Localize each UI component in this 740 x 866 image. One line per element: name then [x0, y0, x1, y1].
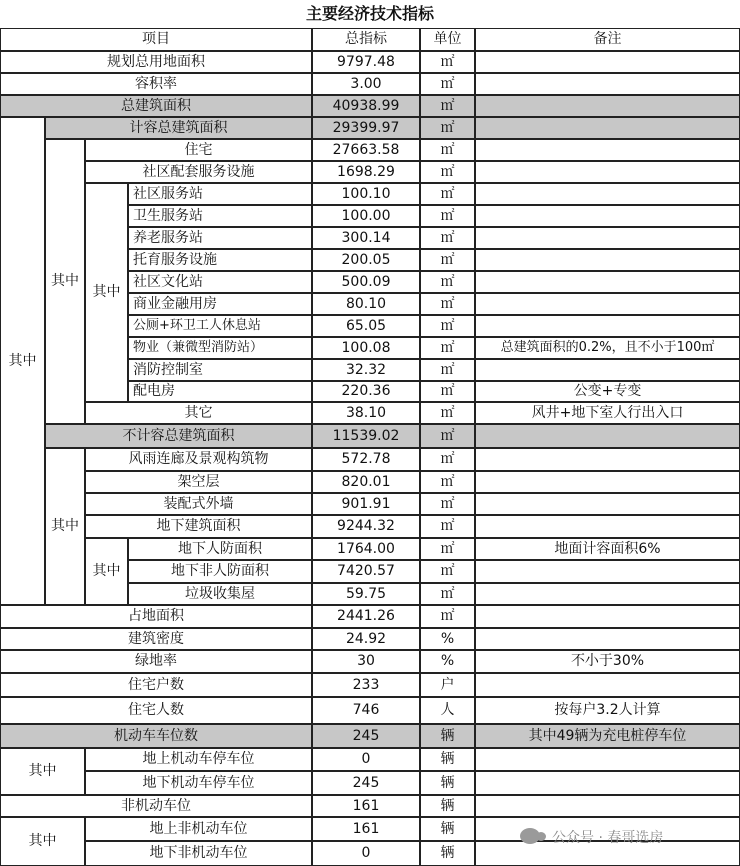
row-above-motor-unit: 辆: [420, 748, 475, 771]
row-service-station-item: 社区服务站: [128, 183, 312, 205]
row-community-fac-note: [475, 161, 740, 183]
row-residential-unit: ㎡: [420, 139, 475, 161]
header-item: 项目: [0, 28, 312, 51]
row-green-item: 绿地率: [0, 650, 312, 673]
row-below-motor-total: 245: [312, 771, 420, 795]
group-label-qizhong-far: 其中: [45, 139, 85, 424]
row-motor-parking-item: 机动车车位数: [0, 724, 312, 748]
row-underground-total: 9244.32: [312, 515, 420, 538]
row-underground-item: 地下建筑面积: [85, 515, 312, 538]
row-service-station-note: [475, 183, 740, 205]
row-others-total: 38.10: [312, 402, 420, 424]
row-community-fac-total: 1698.29: [312, 161, 420, 183]
row-total-build-unit: ㎡: [420, 95, 475, 117]
row-density-unit: %: [420, 628, 475, 650]
watermark-text: 公众号 · 春哥选房: [552, 830, 664, 846]
row-fire-control-unit: ㎡: [420, 359, 475, 381]
row-culture-station-item: 社区文化站: [128, 271, 312, 293]
row-density-note: [475, 628, 740, 650]
row-commercial-fin-note: [475, 293, 740, 315]
group-label-qizhong-nonmotor: 其中: [0, 817, 85, 866]
row-green-unit: %: [420, 650, 475, 673]
row-others-unit: ㎡: [420, 402, 475, 424]
row-households-note: [475, 673, 740, 697]
row-footprint-item: 占地面积: [0, 605, 312, 628]
row-below-motor-note: [475, 771, 740, 795]
row-culture-station-unit: ㎡: [420, 271, 475, 293]
row-below-nonmotor-total: 0: [312, 841, 420, 866]
row-below-nonmotor-unit: 辆: [420, 841, 475, 866]
row-far-build-note: [475, 117, 740, 139]
row-far-build-item: 计容总建筑面积: [45, 117, 312, 139]
row-below-motor-unit: 辆: [420, 771, 475, 795]
row-corridor-unit: ㎡: [420, 448, 475, 471]
row-toilet-rest-item: 公厕+环卫工人休息站: [128, 315, 312, 337]
row-others-item: 其它: [85, 402, 312, 424]
row-ug-non-civil-item: 地下非人防面积: [128, 560, 312, 583]
row-above-motor-item: 地上机动车停车位: [85, 748, 312, 771]
row-nonmotor-item: 非机动车位: [0, 795, 312, 817]
row-culture-station-note: [475, 271, 740, 293]
row-elderly-station-unit: ㎡: [420, 227, 475, 249]
row-elderly-station-note: [475, 227, 740, 249]
row-stilt-item: 架空层: [85, 471, 312, 493]
row-below-nonmotor-item: 地下非机动车位: [85, 841, 312, 866]
row-ug-non-civil-note: [475, 560, 740, 583]
row-population-total: 746: [312, 697, 420, 724]
row-residential-total: 27663.58: [312, 139, 420, 161]
group-label-qizhong-outer: 其中: [0, 117, 45, 605]
row-garbage-unit: ㎡: [420, 583, 475, 605]
row-households-item: 住宅户数: [0, 673, 312, 697]
row-health-station-unit: ㎡: [420, 205, 475, 227]
row-garbage-item: 垃圾收集屋: [128, 583, 312, 605]
group-label-qizhong-underground: 其中: [85, 538, 128, 605]
row-far-unit: ㎡: [420, 73, 475, 95]
header-unit: 单位: [420, 28, 475, 51]
row-garbage-total: 59.75: [312, 583, 420, 605]
row-stilt-note: [475, 471, 740, 493]
row-toilet-rest-unit: ㎡: [420, 315, 475, 337]
row-community-fac-unit: ㎡: [420, 161, 475, 183]
row-commercial-fin-total: 80.10: [312, 293, 420, 315]
row-footprint-note: [475, 605, 740, 628]
row-toilet-rest-total: 65.05: [312, 315, 420, 337]
row-others-note: 风井+地下室人行出入口: [475, 402, 740, 424]
row-residential-note: [475, 139, 740, 161]
row-above-motor-total: 0: [312, 748, 420, 771]
row-total-build-total: 40938.99: [312, 95, 420, 117]
row-above-nonmotor-unit: 辆: [420, 817, 475, 841]
row-motor-parking-total: 245: [312, 724, 420, 748]
row-childcare-total: 200.05: [312, 249, 420, 271]
row-property-mgmt-total: 100.08: [312, 337, 420, 359]
row-plan-land-total: 9797.48: [312, 51, 420, 73]
row-health-station-total: 100.00: [312, 205, 420, 227]
row-underground-unit: ㎡: [420, 515, 475, 538]
row-prefab-wall-unit: ㎡: [420, 493, 475, 515]
row-total-build-item: 总建筑面积: [0, 95, 312, 117]
row-property-mgmt-item: 物业（兼微型消防站）: [128, 337, 312, 359]
row-fire-control-item: 消防控制室: [128, 359, 312, 381]
row-fire-control-note: [475, 359, 740, 381]
row-far-build-unit: ㎡: [420, 117, 475, 139]
row-nonmotor-total: 161: [312, 795, 420, 817]
group-label-qizhong-motor: 其中: [0, 748, 85, 795]
row-ug-civil-def-item: 地下人防面积: [128, 538, 312, 560]
row-stilt-total: 820.01: [312, 471, 420, 493]
row-density-total: 24.92: [312, 628, 420, 650]
row-nonmotor-unit: 辆: [420, 795, 475, 817]
row-green-note: 不小于30%: [475, 650, 740, 673]
row-prefab-wall-item: 装配式外墙: [85, 493, 312, 515]
row-population-note: 按每户3.2人计算: [475, 697, 740, 724]
row-fire-control-total: 32.32: [312, 359, 420, 381]
row-far-total: 3.00: [312, 73, 420, 95]
row-power-room-total: 220.36: [312, 381, 420, 402]
row-garbage-note: [475, 583, 740, 605]
row-corridor-item: 风雨连廊及景观构筑物: [85, 448, 312, 471]
row-footprint-unit: ㎡: [420, 605, 475, 628]
row-property-mgmt-note: 总建筑面积的0.2%，且不小于100㎡: [475, 337, 740, 359]
row-motor-parking-unit: 辆: [420, 724, 475, 748]
group-label-qizhong-facilities: 其中: [85, 183, 128, 402]
row-population-item: 住宅人数: [0, 697, 312, 724]
row-elderly-station-item: 养老服务站: [128, 227, 312, 249]
row-underground-note: [475, 515, 740, 538]
row-culture-station-total: 500.09: [312, 271, 420, 293]
row-commercial-fin-item: 商业金融用房: [128, 293, 312, 315]
row-above-motor-note: [475, 748, 740, 771]
row-ug-civil-def-total: 1764.00: [312, 538, 420, 560]
row-far-note: [475, 73, 740, 95]
row-power-room-note: 公变+专变: [475, 381, 740, 402]
row-elderly-station-total: 300.14: [312, 227, 420, 249]
row-households-total: 233: [312, 673, 420, 697]
row-power-room-item: 配电房: [128, 381, 312, 402]
row-prefab-wall-note: [475, 493, 740, 515]
row-plan-land-note: [475, 51, 740, 73]
row-non-far-note: [475, 424, 740, 448]
row-childcare-item: 托育服务设施: [128, 249, 312, 271]
row-childcare-unit: ㎡: [420, 249, 475, 271]
row-ug-non-civil-total: 7420.57: [312, 560, 420, 583]
row-non-far-total: 11539.02: [312, 424, 420, 448]
row-property-mgmt-unit: ㎡: [420, 337, 475, 359]
row-stilt-unit: ㎡: [420, 471, 475, 493]
row-motor-parking-note: 其中49辆为充电桩停车位: [475, 724, 740, 748]
row-plan-land-item: 规划总用地面积: [0, 51, 312, 73]
row-population-unit: 人: [420, 697, 475, 724]
row-toilet-rest-note: [475, 315, 740, 337]
row-service-station-unit: ㎡: [420, 183, 475, 205]
row-ug-non-civil-unit: ㎡: [420, 560, 475, 583]
row-health-station-item: 卫生服务站: [128, 205, 312, 227]
row-green-total: 30: [312, 650, 420, 673]
group-label-qizhong-nonfar: 其中: [45, 448, 85, 605]
row-corridor-note: [475, 448, 740, 471]
row-ug-civil-def-note: 地面计容面积6%: [475, 538, 740, 560]
row-non-far-item: 不计容总建筑面积: [45, 424, 312, 448]
row-below-motor-item: 地下机动车停车位: [85, 771, 312, 795]
row-total-build-note: [475, 95, 740, 117]
row-above-nonmotor-total: 161: [312, 817, 420, 841]
header-total: 总指标: [312, 28, 420, 51]
row-households-unit: 户: [420, 673, 475, 697]
table-title: 主要经济技术指标: [305, 3, 434, 23]
row-service-station-total: 100.10: [312, 183, 420, 205]
row-corridor-total: 572.78: [312, 448, 420, 471]
row-residential-item: 住宅: [85, 139, 312, 161]
row-non-far-unit: ㎡: [420, 424, 475, 448]
row-ug-civil-def-unit: ㎡: [420, 538, 475, 560]
row-footprint-total: 2441.26: [312, 605, 420, 628]
row-community-fac-item: 社区配套服务设施: [85, 161, 312, 183]
row-above-nonmotor-item: 地上非机动车位: [85, 817, 312, 841]
row-prefab-wall-total: 901.91: [312, 493, 420, 515]
row-childcare-note: [475, 249, 740, 271]
row-far-item: 容积率: [0, 73, 312, 95]
row-nonmotor-note: [475, 795, 740, 817]
row-commercial-fin-unit: ㎡: [420, 293, 475, 315]
header-note: 备注: [475, 28, 740, 51]
row-power-room-unit: ㎡: [420, 381, 475, 402]
row-density-item: 建筑密度: [0, 628, 312, 650]
row-health-station-note: [475, 205, 740, 227]
row-far-build-total: 29399.97: [312, 117, 420, 139]
row-plan-land-unit: ㎡: [420, 51, 475, 73]
wechat-icon: [520, 828, 540, 844]
